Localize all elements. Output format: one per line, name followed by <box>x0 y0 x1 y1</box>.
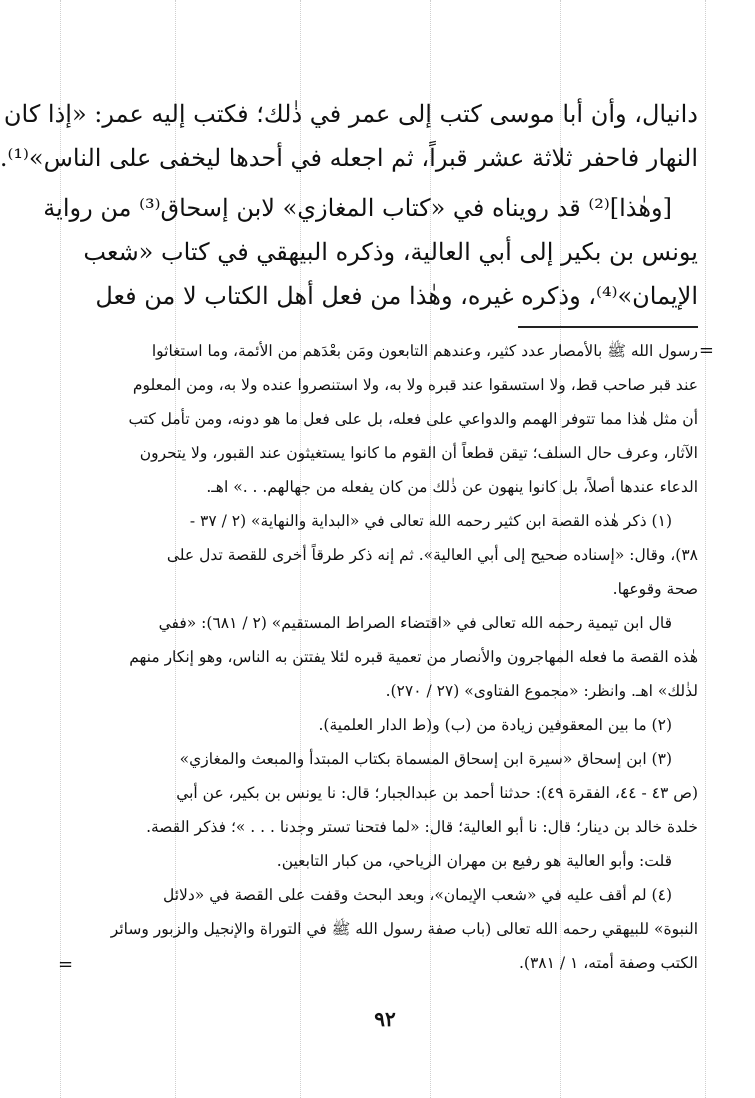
footnote-line: قلت: وأبو العالية هو رفيع بن مهران الرياحي، من كبار التابعين. <box>276 852 672 870</box>
footnote-line: أن مثل هٰذا مما تتوفر الهمم والدواعي على فعله، بل على فعل ما هو دونه، ومن تأمل كتب <box>128 410 698 428</box>
footnote-line: صحة وقوعها. <box>612 580 698 598</box>
footnote-4: (٤) لم أقف عليه في «شعب الإيمان»، وبعد البحث وقفت على القصة في «دلائل <box>163 886 672 904</box>
main-text-line: النهار فاحفر ثلاثة عشر قبراً، ثم اجعله في أحدها ليخفى على الناس»⁽¹⁾. <box>0 144 698 172</box>
footnote-line: رسول الله ﷺ بالأمصار عدد كثير، وعندهم التابعون ومَن بعْدَهم من الأئمة، وما استغاثوا <box>151 342 698 360</box>
footnote-line: خلدة خالد بن دينار؛ قال: نا أبو العالية؛ قال: «لما فتحنا تستر وجدنا . . . »؛ فذكر القصة. <box>146 818 698 836</box>
main-text-line: [وهٰذا]⁽²⁾ قد رويناه في «كتاب المغازي» لابن إسحاق⁽³⁾ من رواية <box>43 194 672 222</box>
footnote-separator <box>518 326 698 328</box>
footnotes <box>58 334 714 980</box>
continuation-mark-end: = <box>58 954 74 975</box>
footnote-3: (٣) ابن إسحاق «سيرة ابن إسحاق المسماة بكتاب المبتدأ والمبعث والمغازي» <box>179 750 672 768</box>
footnote-line: الآثار، وعرف حال السلف؛ تيقن قطعاً أن القوم ما كانوا يستغيثون عند القبور، ولا يتحرون <box>139 444 698 462</box>
footnote-line: الدعاء عندها أصلاً، بل كانوا ينهون عن ذٰلك من كان يفعله من جهالهم. . .» اهـ. <box>206 478 698 496</box>
main-text-line: دانيال، وأن أبا موسى كتب إلى عمر في ذٰلك؛ فكتب إليه عمر: «إذا كان <box>3 100 698 128</box>
book-page <box>0 92 714 1052</box>
footnote-line: هٰذه القصة ما فعله المهاجرون والأنصار من تعمية قبره لئلا يفتتن به الناس، وهو إنكار منهم <box>129 648 698 666</box>
footnote-line: لذٰلك» اهـ. وانظر: «مجموع الفتاوى» (٢٧ / ٢٧٠). <box>385 682 698 700</box>
footnote-line: النبوة» للبيهقي رحمه الله تعالى (باب صفة رسول الله ﷺ في التوراة والإنجيل والزبور وسائر <box>110 920 698 938</box>
footnote-line: (ص ٤٣ - ٤٤، الفقرة ٤٩): حدثنا أحمد بن عبدالجبار؛ قال: نا يونس بن بكير، عن أبي <box>176 784 698 802</box>
footnote-1: (١) ذكر هٰذه القصة ابن كثير رحمه الله تعالى في «البداية والنهاية» (٢ / ٣٧ - <box>189 512 672 530</box>
main-text-line: يونس بن بكير إلى أبي العالية، وذكره البيهقي في كتاب «شعب <box>83 238 698 266</box>
continuation-mark: = <box>698 340 714 361</box>
page-number: ٩٢ <box>374 1007 396 1031</box>
main-text-line: الإيمان»⁽⁴⁾، وذكره غيره، وهٰذا من فعل أهل الكتاب لا من فعل <box>95 282 698 310</box>
footnote-line: قال ابن تيمية رحمه الله تعالى في «اقتضاء الصراط المستقيم» (٢ / ٦٨١): «ففي <box>158 614 672 632</box>
scan-guide <box>705 0 706 1098</box>
footnote-line: الكتب وصفة أمته، ١ / ٣٨١). <box>518 954 698 972</box>
footnote-2: (٢) ما بين المعقوفين زيادة من (ب) و(ط الدار العلمية). <box>318 716 672 734</box>
footnote-line: عند قبر صاحب قط، ولا استسقوا عند قبره ولا به، ولا استنصروا عنده ولا به، ومن المعلوم <box>132 376 698 394</box>
footnote-line: ٣٨)، وقال: «إسناده صحيح إلى أبي العالية». ثم إنه ذكر طرقاً أخرى للقصة تدل على <box>166 546 698 564</box>
main-text <box>0 92 698 318</box>
